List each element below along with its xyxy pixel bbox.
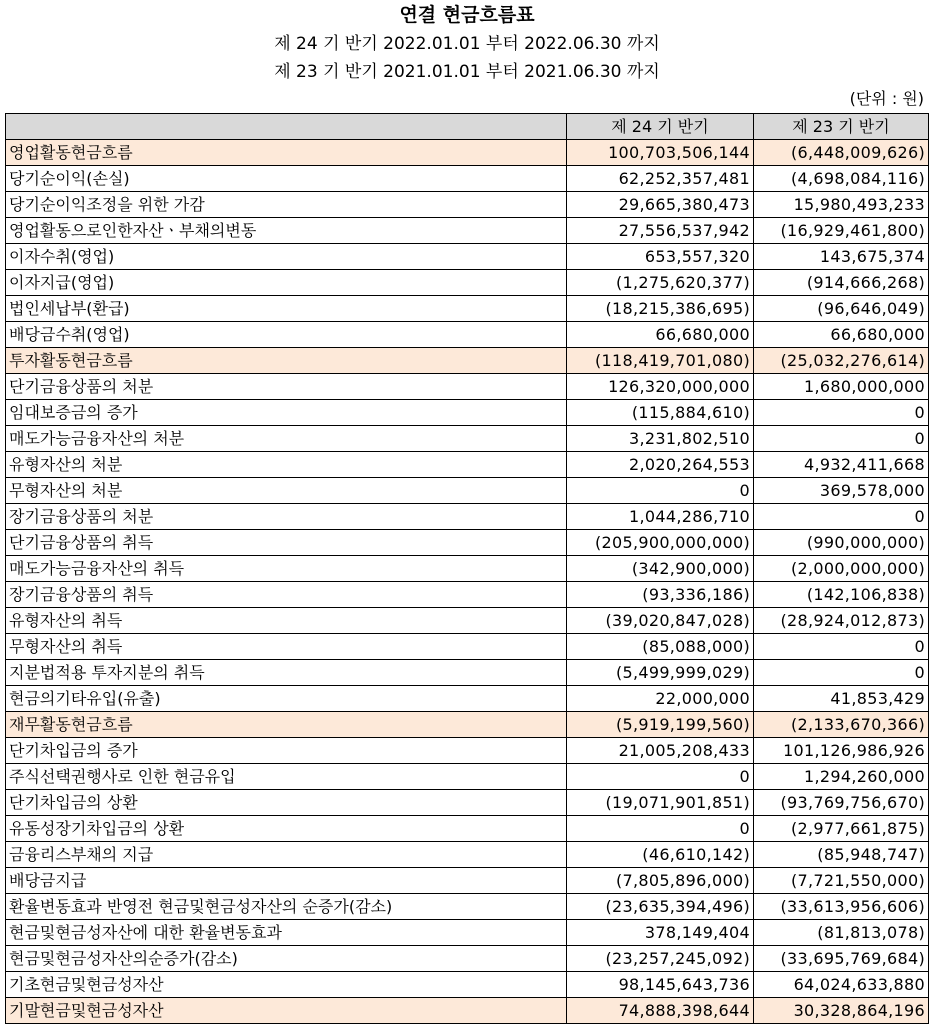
prior-period-value: 15,980,493,233: [754, 192, 929, 218]
current-period-value: 22,000,000: [567, 686, 754, 712]
current-period-value: 62,252,357,481: [567, 166, 754, 192]
current-period-value: (115,884,610): [567, 400, 754, 426]
prior-period-value: (990,000,000): [754, 530, 929, 556]
row-label: 장기금융상품의 처분: [6, 504, 567, 530]
current-period-value: 27,556,537,942: [567, 218, 754, 244]
row-label: 배당금수취(영업): [6, 322, 567, 348]
current-period-value: (46,610,142): [567, 842, 754, 868]
current-period-value: 98,145,643,736: [567, 972, 754, 998]
table-header-row: [6, 114, 929, 140]
row-label: 지분법적용 투자지분의 취득: [6, 660, 567, 686]
prior-period-value: 143,675,374: [754, 244, 929, 270]
current-period-value: 3,231,802,510: [567, 426, 754, 452]
current-period-value: 29,665,380,473: [567, 192, 754, 218]
table-row: [6, 270, 929, 296]
row-label: 단기금융상품의 취득: [6, 530, 567, 556]
header-current-period: 제 24 기 반기: [567, 114, 754, 140]
row-label: 유동성장기차입금의 상환: [6, 816, 567, 842]
prior-period-value: (16,929,461,800): [754, 218, 929, 244]
prior-period-value: 1,680,000,000: [754, 374, 929, 400]
unit-label: (단위 : 원): [849, 89, 924, 108]
prior-period-value: (81,813,078): [754, 920, 929, 946]
row-label: 무형자산의 취득: [6, 634, 567, 660]
table-row: [6, 608, 929, 634]
current-period-value: (93,336,186): [567, 582, 754, 608]
table-row: [6, 530, 929, 556]
prior-period-value: (25,032,276,614): [754, 348, 929, 374]
current-period-value: (1,275,620,377): [567, 270, 754, 296]
statement-title: 연결 현금흐름표: [399, 4, 535, 26]
table-row: [6, 192, 929, 218]
table-row: [6, 842, 929, 868]
table-row: [6, 894, 929, 920]
row-label: 매도가능금융자산의 취득: [6, 556, 567, 582]
prior-period-value: (2,000,000,000): [754, 556, 929, 582]
prior-period-value: (33,695,769,684): [754, 946, 929, 972]
table-row: [6, 686, 929, 712]
row-label: 기초현금및현금성자산: [6, 972, 567, 998]
current-period-value: 653,557,320: [567, 244, 754, 270]
table-row: [6, 452, 929, 478]
table-row: [6, 374, 929, 400]
table-row: [6, 400, 929, 426]
table-row: [6, 790, 929, 816]
prior-period-value: 0: [754, 634, 929, 660]
prior-period-value: 369,578,000: [754, 478, 929, 504]
header-prior-period: 제 23 기 반기: [754, 114, 929, 140]
table-row: [6, 140, 929, 166]
table-row: [6, 218, 929, 244]
row-label: 단기금융상품의 처분: [6, 374, 567, 400]
table-row: [6, 582, 929, 608]
row-label: 현금및현금성자산의순증가(감소): [6, 946, 567, 972]
table-body: [6, 140, 929, 1024]
row-label: 환율변동효과 반영전 현금및현금성자산의 순증가(감소): [6, 894, 567, 920]
prior-period-value: (96,646,049): [754, 296, 929, 322]
current-period-value: 100,703,506,144: [567, 140, 754, 166]
prior-period-value: 101,126,986,926: [754, 738, 929, 764]
prior-period-value: 0: [754, 400, 929, 426]
table-row: [6, 868, 929, 894]
table-row: [6, 556, 929, 582]
prior-period-value: 64,024,633,880: [754, 972, 929, 998]
row-label: 주식선택권행사로 인한 현금유입: [6, 764, 567, 790]
row-label: 영업활동으로인한자산ㆍ부채의변동: [6, 218, 567, 244]
row-label: 단기차입금의 증가: [6, 738, 567, 764]
prior-period-value: (93,769,756,670): [754, 790, 929, 816]
current-period-value: (5,499,999,029): [567, 660, 754, 686]
row-label: 영업활동현금흐름: [6, 140, 567, 166]
row-label: 임대보증금의 증가: [6, 400, 567, 426]
prior-period-value: 0: [754, 426, 929, 452]
current-period-value: 378,149,404: [567, 920, 754, 946]
current-period-value: (7,805,896,000): [567, 868, 754, 894]
prior-period-value: (6,448,009,626): [754, 140, 929, 166]
prior-period-value: (914,666,268): [754, 270, 929, 296]
prior-period-value: 30,328,864,196: [754, 998, 929, 1024]
current-period-value: 74,888,398,644: [567, 998, 754, 1024]
current-period-value: 126,320,000,000: [567, 374, 754, 400]
prior-period-value: (28,924,012,873): [754, 608, 929, 634]
table-row: [6, 322, 929, 348]
current-period-value: (205,900,000,000): [567, 530, 754, 556]
current-period-value: (342,900,000): [567, 556, 754, 582]
row-label: 단기차입금의 상환: [6, 790, 567, 816]
table-row: [6, 478, 929, 504]
table-row: [6, 816, 929, 842]
table-row: [6, 712, 929, 738]
current-period-value: (39,020,847,028): [567, 608, 754, 634]
current-period-value: 66,680,000: [567, 322, 754, 348]
table-row: [6, 660, 929, 686]
cash-flow-table: [5, 113, 929, 1024]
row-label: 유형자산의 취득: [6, 608, 567, 634]
table-row: [6, 348, 929, 374]
current-period-value: 2,020,264,553: [567, 452, 754, 478]
prior-period-value: 41,853,429: [754, 686, 929, 712]
row-label: 현금및현금성자산에 대한 환율변동효과: [6, 920, 567, 946]
table-row: [6, 634, 929, 660]
row-label: 당기순이익(손실): [6, 166, 567, 192]
row-label: 금융리스부채의 지급: [6, 842, 567, 868]
current-period-value: (23,257,245,092): [567, 946, 754, 972]
row-label: 매도가능금융자산의 처분: [6, 426, 567, 452]
table-row: [6, 244, 929, 270]
prior-period-value: 0: [754, 504, 929, 530]
row-label: 당기순이익조정을 위한 가감: [6, 192, 567, 218]
current-period-value: (85,088,000): [567, 634, 754, 660]
prior-period-value: 0: [754, 660, 929, 686]
prior-period-value: (142,106,838): [754, 582, 929, 608]
prior-period-value: (2,977,661,875): [754, 816, 929, 842]
current-period-value: (118,419,701,080): [567, 348, 754, 374]
row-label: 배당금지급: [6, 868, 567, 894]
current-period-value: 21,005,208,433: [567, 738, 754, 764]
prior-period-value: (2,133,670,366): [754, 712, 929, 738]
current-period-value: 0: [567, 478, 754, 504]
current-period-value: 0: [567, 816, 754, 842]
current-period-value: 1,044,286,710: [567, 504, 754, 530]
table-row: [6, 296, 929, 322]
table-row: [6, 426, 929, 452]
prior-period-value: (33,613,956,606): [754, 894, 929, 920]
prior-period-value: 66,680,000: [754, 322, 929, 348]
current-period-value: (5,919,199,560): [567, 712, 754, 738]
row-label: 현금의기타유입(유출): [6, 686, 567, 712]
header-label-cell: [6, 114, 567, 140]
row-label: 투자활동현금흐름: [6, 348, 567, 374]
row-label: 법인세납부(환급): [6, 296, 567, 322]
current-period-value: (19,071,901,851): [567, 790, 754, 816]
period-prior: 제 23 기 반기 2021.01.01 부터 2021.06.30 까지: [274, 62, 660, 82]
table-row: [6, 738, 929, 764]
table-row: [6, 972, 929, 998]
row-label: 이자지급(영업): [6, 270, 567, 296]
prior-period-value: 1,294,260,000: [754, 764, 929, 790]
row-label: 장기금융상품의 취득: [6, 582, 567, 608]
table-row: [6, 764, 929, 790]
period-current: 제 24 기 반기 2022.01.01 부터 2022.06.30 까지: [274, 34, 660, 54]
table-row: [6, 166, 929, 192]
row-label: 유형자산의 처분: [6, 452, 567, 478]
row-label: 재무활동현금흐름: [6, 712, 567, 738]
current-period-value: 0: [567, 764, 754, 790]
prior-period-value: (7,721,550,000): [754, 868, 929, 894]
prior-period-value: 4,932,411,668: [754, 452, 929, 478]
table-row: [6, 946, 929, 972]
row-label: 이자수취(영업): [6, 244, 567, 270]
current-period-value: (23,635,394,496): [567, 894, 754, 920]
prior-period-value: (85,948,747): [754, 842, 929, 868]
table-row: [6, 504, 929, 530]
table-row: [6, 920, 929, 946]
current-period-value: (18,215,386,695): [567, 296, 754, 322]
prior-period-value: (4,698,084,116): [754, 166, 929, 192]
table-row: [6, 998, 929, 1024]
row-label: 기말현금및현금성자산: [6, 998, 567, 1024]
row-label: 무형자산의 처분: [6, 478, 567, 504]
